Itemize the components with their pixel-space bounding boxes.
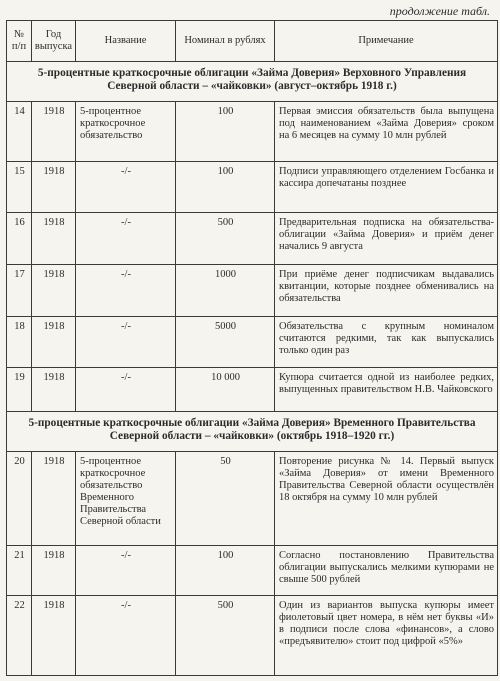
table-row bbox=[7, 452, 498, 546]
cell-num: 18 bbox=[7, 317, 32, 368]
cell-note: Купюра считается одной из наиболее редких, выпущенных правительством Н.В. Чайковского bbox=[275, 368, 498, 412]
cell-note: Согласно постановлению Правительства облигации выпускались мелкими купюрами не свыше 500 рублей bbox=[275, 546, 498, 596]
table-row bbox=[7, 368, 498, 412]
section-row bbox=[7, 62, 498, 102]
cell-num: 21 bbox=[7, 546, 32, 596]
cell-note: Один из вариантов выпуска купюры имеет фиолетовый цвет номера, в нём нет буквы «И» в подписи после слова «финансов», а слово «предъявителю» стоит под цифрой «5%» bbox=[275, 596, 498, 676]
cell-nominal: 500 bbox=[176, 596, 275, 676]
cell-nominal: 100 bbox=[176, 102, 275, 162]
section-row bbox=[7, 412, 498, 452]
cell-name: -/- bbox=[76, 317, 176, 368]
cell-note: Обязательства с крупным номиналом считаются редкими, так как выпускались только один раз bbox=[275, 317, 498, 368]
cell-year: 1918 bbox=[32, 596, 76, 676]
table-row bbox=[7, 265, 498, 317]
cell-year: 1918 bbox=[32, 213, 76, 265]
cell-nominal: 10 000 bbox=[176, 368, 275, 412]
cell-nominal: 5000 bbox=[176, 317, 275, 368]
cell-note: Предварительная подписка на обязательства-облигации «Займа Доверия» и приём денег начались 9 августа bbox=[275, 213, 498, 265]
cell-num: 14 bbox=[7, 102, 32, 162]
header-note: Примечание bbox=[275, 21, 498, 62]
cell-year: 1918 bbox=[32, 265, 76, 317]
section-title: 5-процентные краткосрочные облигации «Займа Доверия» Верховного Управления Северной области – «чайковки» (август–октябрь 1918 г.) bbox=[7, 62, 498, 102]
cell-year: 1918 bbox=[32, 452, 76, 546]
header-year: Год выпуска bbox=[32, 21, 76, 62]
bonds-table bbox=[6, 20, 498, 676]
cell-num: 20 bbox=[7, 452, 32, 546]
cell-year: 1918 bbox=[32, 102, 76, 162]
continuation-label: продолжение табл. bbox=[389, 4, 490, 18]
section-title: 5-процентные краткосрочные облигации «Займа Доверия» Временного Правительства Северной области – «чайковки» (октябрь 1918–1920 гг.) bbox=[7, 412, 498, 452]
cell-nominal: 100 bbox=[176, 162, 275, 213]
cell-nominal: 1000 bbox=[176, 265, 275, 317]
table-row bbox=[7, 102, 498, 162]
table-row bbox=[7, 546, 498, 596]
header-nominal: Номинал в рублях bbox=[176, 21, 275, 62]
cell-num: 19 bbox=[7, 368, 32, 412]
cell-name: -/- bbox=[76, 596, 176, 676]
cell-note: Повторение рисунка № 14. Первый выпуск «Займа Доверия» от имени Временного Правительства Северной области осуществлён 18 октября на сумму 10 млн рублей bbox=[275, 452, 498, 546]
cell-year: 1918 bbox=[32, 546, 76, 596]
cell-name: -/- bbox=[76, 546, 176, 596]
cell-name: -/- bbox=[76, 213, 176, 265]
table-row bbox=[7, 596, 498, 676]
header-name: Название bbox=[76, 21, 176, 62]
cell-num: 22 bbox=[7, 596, 32, 676]
cell-note: Подписи управляющего отделением Госбанка и кассира допечатаны позднее bbox=[275, 162, 498, 213]
cell-note: Первая эмиссия обязательств была выпущена под наименованием «Займа Доверия» сроком на 6 месяцев на сумму 10 млн рублей bbox=[275, 102, 498, 162]
cell-nominal: 50 bbox=[176, 452, 275, 546]
header-num: № п/п bbox=[7, 21, 32, 62]
table-row bbox=[7, 317, 498, 368]
cell-num: 15 bbox=[7, 162, 32, 213]
cell-year: 1918 bbox=[32, 162, 76, 213]
cell-name: 5-процентное краткосрочное обязательство Временного Правительства Северной области bbox=[76, 452, 176, 546]
cell-name: -/- bbox=[76, 265, 176, 317]
table-row bbox=[7, 213, 498, 265]
cell-name: 5-процентное краткосрочное обязательство bbox=[76, 102, 176, 162]
cell-nominal: 500 bbox=[176, 213, 275, 265]
cell-nominal: 100 bbox=[176, 546, 275, 596]
cell-name: -/- bbox=[76, 368, 176, 412]
cell-num: 17 bbox=[7, 265, 32, 317]
cell-num: 16 bbox=[7, 213, 32, 265]
cell-name: -/- bbox=[76, 162, 176, 213]
cell-year: 1918 bbox=[32, 317, 76, 368]
table-row bbox=[7, 162, 498, 213]
header-row bbox=[7, 21, 498, 62]
cell-note: При приёме денег подписчикам выдавались квитанции, которые позднее обменивались на обязательства bbox=[275, 265, 498, 317]
cell-year: 1918 bbox=[32, 368, 76, 412]
